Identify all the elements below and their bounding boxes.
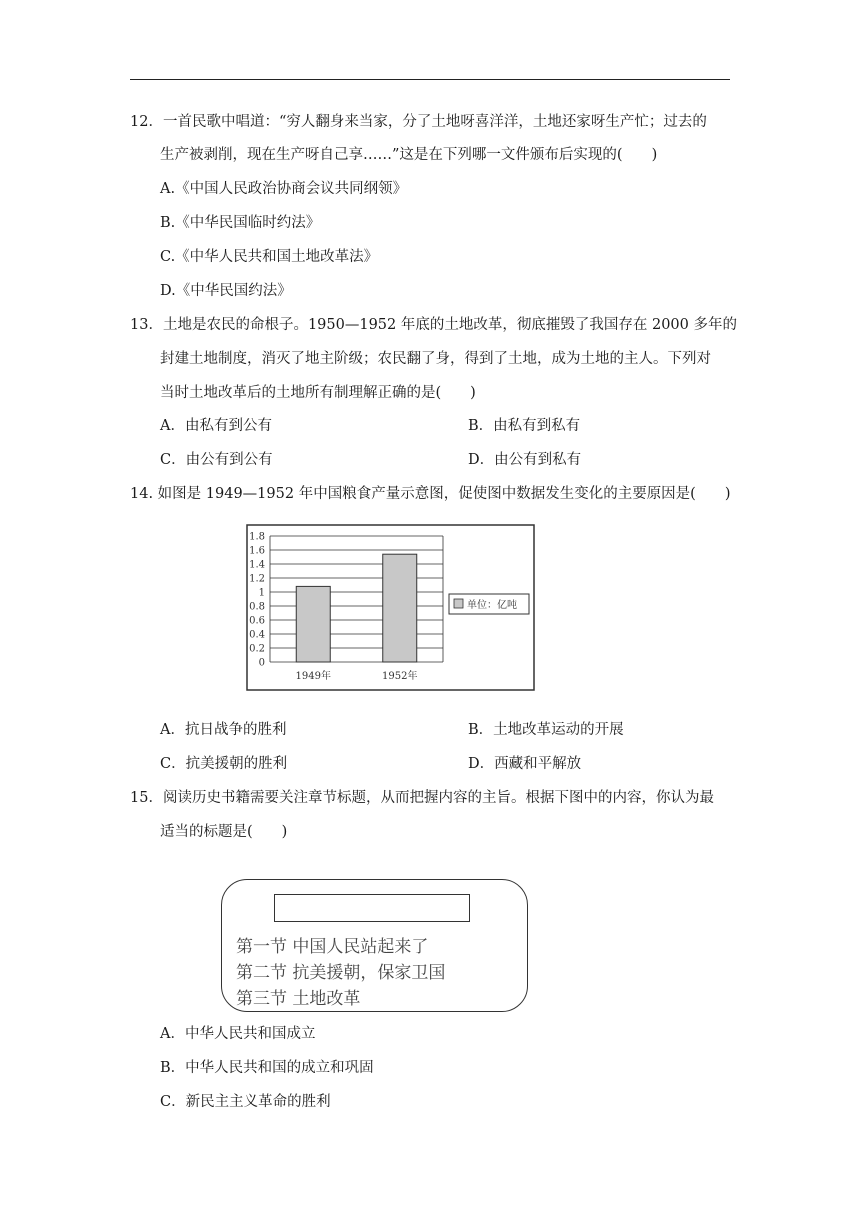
legend-label: 单位：亿吨 — [467, 600, 517, 611]
legend-swatch — [454, 599, 463, 608]
y-tick-label: 1.4 — [249, 559, 265, 571]
y-tick-label: 1.6 — [249, 545, 265, 557]
q12-option-d[interactable]: D.《中华民国约法》 — [160, 283, 292, 299]
grain-output-chart — [246, 524, 536, 692]
y-tick-label: 0 — [258, 657, 265, 669]
q13-stem-line1: 13．土地是农民的命根子。1950—1952 年底的土地改革，彻底摧毁了我国存在 2000 多年的 — [130, 317, 737, 333]
x-tick-label: 1949年 — [295, 671, 331, 682]
q15-stem-line1: 15．阅读历史书籍需要关注章节标题，从而把握内容的主旨。根据下图中的内容，你认为最 — [130, 790, 714, 806]
q13-stem-line2: 封建土地制度，消灭了地主阶级；农民翻了身，得到了土地，成为土地的主人。下列对 — [160, 351, 711, 367]
q14-option-d[interactable]: D．西藏和平解放 — [468, 756, 582, 772]
y-tick-label: 1 — [258, 587, 265, 599]
q12-option-a[interactable]: A.《中国人民政治协商会议共同纲领》 — [160, 181, 408, 197]
header-rule — [130, 79, 730, 80]
section-2: 第二节 抗美援朝，保家卫国 — [236, 963, 446, 983]
q15-option-b[interactable]: B．中华人民共和国的成立和巩固 — [160, 1060, 374, 1076]
q13-stem-line3: 当时土地改革后的土地所有制理解正确的是( ) — [160, 385, 476, 401]
bar-0 — [296, 586, 330, 662]
chart-legend — [449, 594, 529, 614]
q15-option-c[interactable]: C．新民主主义革命的胜利 — [160, 1094, 331, 1110]
x-tick-label: 1952年 — [382, 671, 418, 682]
q15-stem-line2: 适当的标题是( ) — [160, 824, 288, 840]
section-1: 第一节 中国人民站起来了 — [236, 937, 429, 957]
q12-stem-line1: 12．一首民歌中唱道：“穷人翻身来当家，分了土地呀喜洋洋，土地还家呀生产忙；过去的 — [130, 114, 707, 130]
q14-option-c[interactable]: C．抗美援朝的胜利 — [160, 756, 288, 772]
y-tick-label: 1.8 — [249, 531, 265, 543]
y-tick-label: 0.6 — [249, 615, 265, 627]
q14-option-a[interactable]: A．抗日战争的胜利 — [160, 722, 287, 738]
y-tick-label: 0.2 — [249, 643, 265, 655]
q14-option-b[interactable]: B．土地改革运动的开展 — [468, 722, 624, 738]
q14-stem: 14. 如图是 1949—1952 年中国粮食产量示意图，促使图中数据发生变化的主要原因是( ) — [130, 486, 731, 502]
q13-option-d[interactable]: D．由公有到私有 — [468, 452, 582, 468]
q15-option-a[interactable]: A．中华人民共和国成立 — [160, 1026, 316, 1042]
q13-option-a[interactable]: A．由私有到公有 — [160, 418, 272, 434]
chapter-outline-box — [221, 879, 528, 1012]
y-tick-label: 0.8 — [249, 601, 265, 613]
section-3: 第三节 土地改革 — [236, 989, 361, 1009]
bar-1 — [383, 554, 417, 662]
q13-option-b[interactable]: B．由私有到私有 — [468, 418, 581, 434]
q12-option-b[interactable]: B.《中华民国临时约法》 — [160, 215, 321, 231]
y-tick-label: 1.2 — [249, 573, 265, 585]
q12-stem-line2: 生产被剥削，现在生产呀自己享……”这是在下列哪一文件颁布后实现的( ) — [160, 147, 658, 163]
q13-option-c[interactable]: C．由公有到公有 — [160, 452, 273, 468]
q12-option-c[interactable]: C.《中华人民共和国土地改革法》 — [160, 249, 379, 265]
chapter-title-blank — [274, 894, 470, 922]
y-tick-label: 0.4 — [249, 629, 265, 641]
